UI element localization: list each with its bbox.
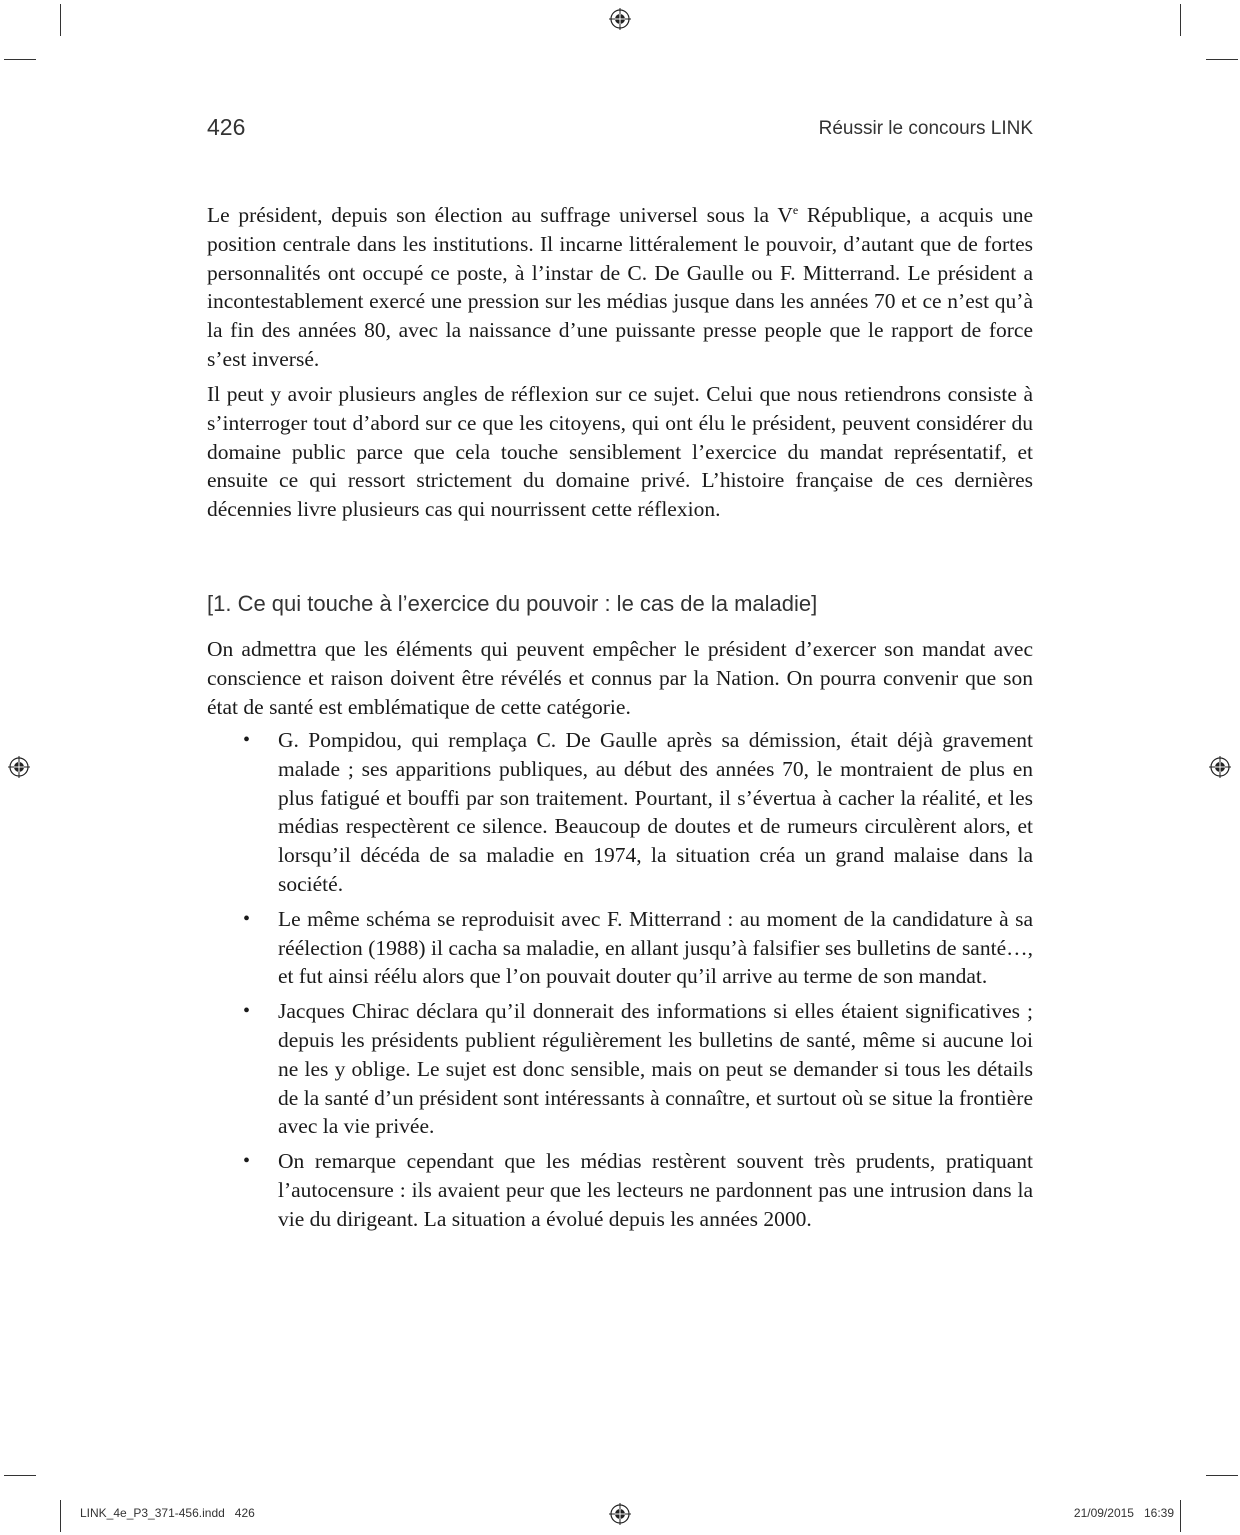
crop-mark-top-right-horizontal [1206,59,1238,60]
bullet-icon: • [243,1150,251,1173]
crop-mark-bottom-left-vertical [60,1500,61,1532]
superscript: e [792,202,799,217]
bullet-icon: • [243,907,251,930]
page-number: 426 [207,114,246,140]
crop-mark-bottom-left-horizontal [4,1475,36,1476]
bullet-icon: • [243,1000,251,1023]
section-heading: [1. Ce qui touche à l’exercice du pouvoir : le cas de la maladie] [207,591,818,616]
list-item-text: On remarque cependant que les médias restèrent souvent très prudents, pratiquant l’autocensure : ils avaient peur que les lecteurs ne pardonnent pas une intrusion dans la vie du dirigeant. La situation a évolué depuis les années 2000. [278,1149,1033,1231]
crop-mark-top-left-horizontal [4,59,36,60]
list-item-text: G. Pompidou, qui remplaça C. De Gaulle après sa démission, était déjà gravement malade ; ses apparitions publiques, au début des années 70, le montraient de plus en plus fatigué et bouffi par son traitement. Pourtant, il s’évertua à cacher la réalité, et les médias respectèrent ce silence. Beaucoup de doutes et de rumeurs circulèrent alors, et lorsqu’il décéda de sa maladie en 1974, la situation créa un grand malaise dans la société. [278,728,1033,896]
slug-datetime: 21/09/2015 16:39 [1073,1506,1174,1520]
list-item-text: Jacques Chirac déclara qu’il donnerait des informations si elles étaient significatives ; depuis les présidents publient régulièrement les bulletins de santé, même si aucune loi ne les y oblige. Le sujet est donc sensible, mais on peut se demander si tous les détails de la santé d’un président sont intéressants à connaître, et surtout où se situe la frontière avec la vie privée. [278,999,1033,1139]
registration-mark-icon [609,1503,631,1525]
crop-mark-top-left-vertical [60,4,61,36]
crop-mark-bottom-right-horizontal [1206,1475,1238,1476]
intro-paragraph [207,201,1033,374]
intro-paragraph-part: Le président, depuis son élection au suffrage universel sous la V [207,203,793,227]
crop-mark-top-right-vertical [1180,4,1181,36]
list-item [207,997,1033,1141]
slug-filename: LINK_4e_P3_371-456.indd 426 [80,1506,255,1520]
registration-mark-icon [609,8,631,30]
list-item [207,905,1033,991]
registration-mark-icon [1209,756,1231,778]
list-item-text: Le même schéma se reproduisit avec F. Mitterrand : au moment de la candidature à sa réélection (1988) il cacha sa maladie, en allant jusqu’à falsifier ses bulletins de santé…, et fut ainsi réélu alors que l’on pouvait douter qu’il arrive au terme de son mandat. [278,906,1033,989]
crop-mark-bottom-right-vertical [1180,1500,1181,1532]
list-item [207,1147,1033,1233]
bullet-icon: • [243,729,251,751]
running-head: Réussir le concours LINK [818,118,1033,139]
list-item [207,726,1033,899]
intro-paragraph-2: Il peut y avoir plusieurs angles de réflexion sur ce sujet. Celui que nous retiendrons consiste à s’interroger tout d’abord sur ce que les citoyens, qui ont élu le président, peuvent considérer du domaine public parce que cela touche sensiblement l’exercice du mandat représentatif, et ensuite ce qui ressort strictement du domaine privé. L’histoire française de ces dernières décennies livre plusieurs cas qui nourrissent cette réflexion. [207,382,1033,522]
registration-mark-icon [8,756,30,778]
intro-paragraph-part: République, a acquis une position centrale dans les institutions. Il incarne littéralement le pouvoir, d’autant que de fortes personnalités ont occupé ce poste, à l’instar de C. De Gaulle ou F. Mitterrand. Le président a incontestablement exercé une pression sur les médias jusque dans les années 70 et ce n’est qu’à la fin des années 80, avec la naissance d’une puissante presse people que le rapport de force s’est inversé. [207,203,1033,371]
bullet-list [207,726,1033,1240]
section-lead-paragraph: On admettra que les éléments qui peuvent empêcher le président d’exercer son mandat avec conscience et raison doivent être révélés et connus par la Nation. On pourra convenir que son état de santé est emblématique de cette catégorie. [207,637,1033,719]
